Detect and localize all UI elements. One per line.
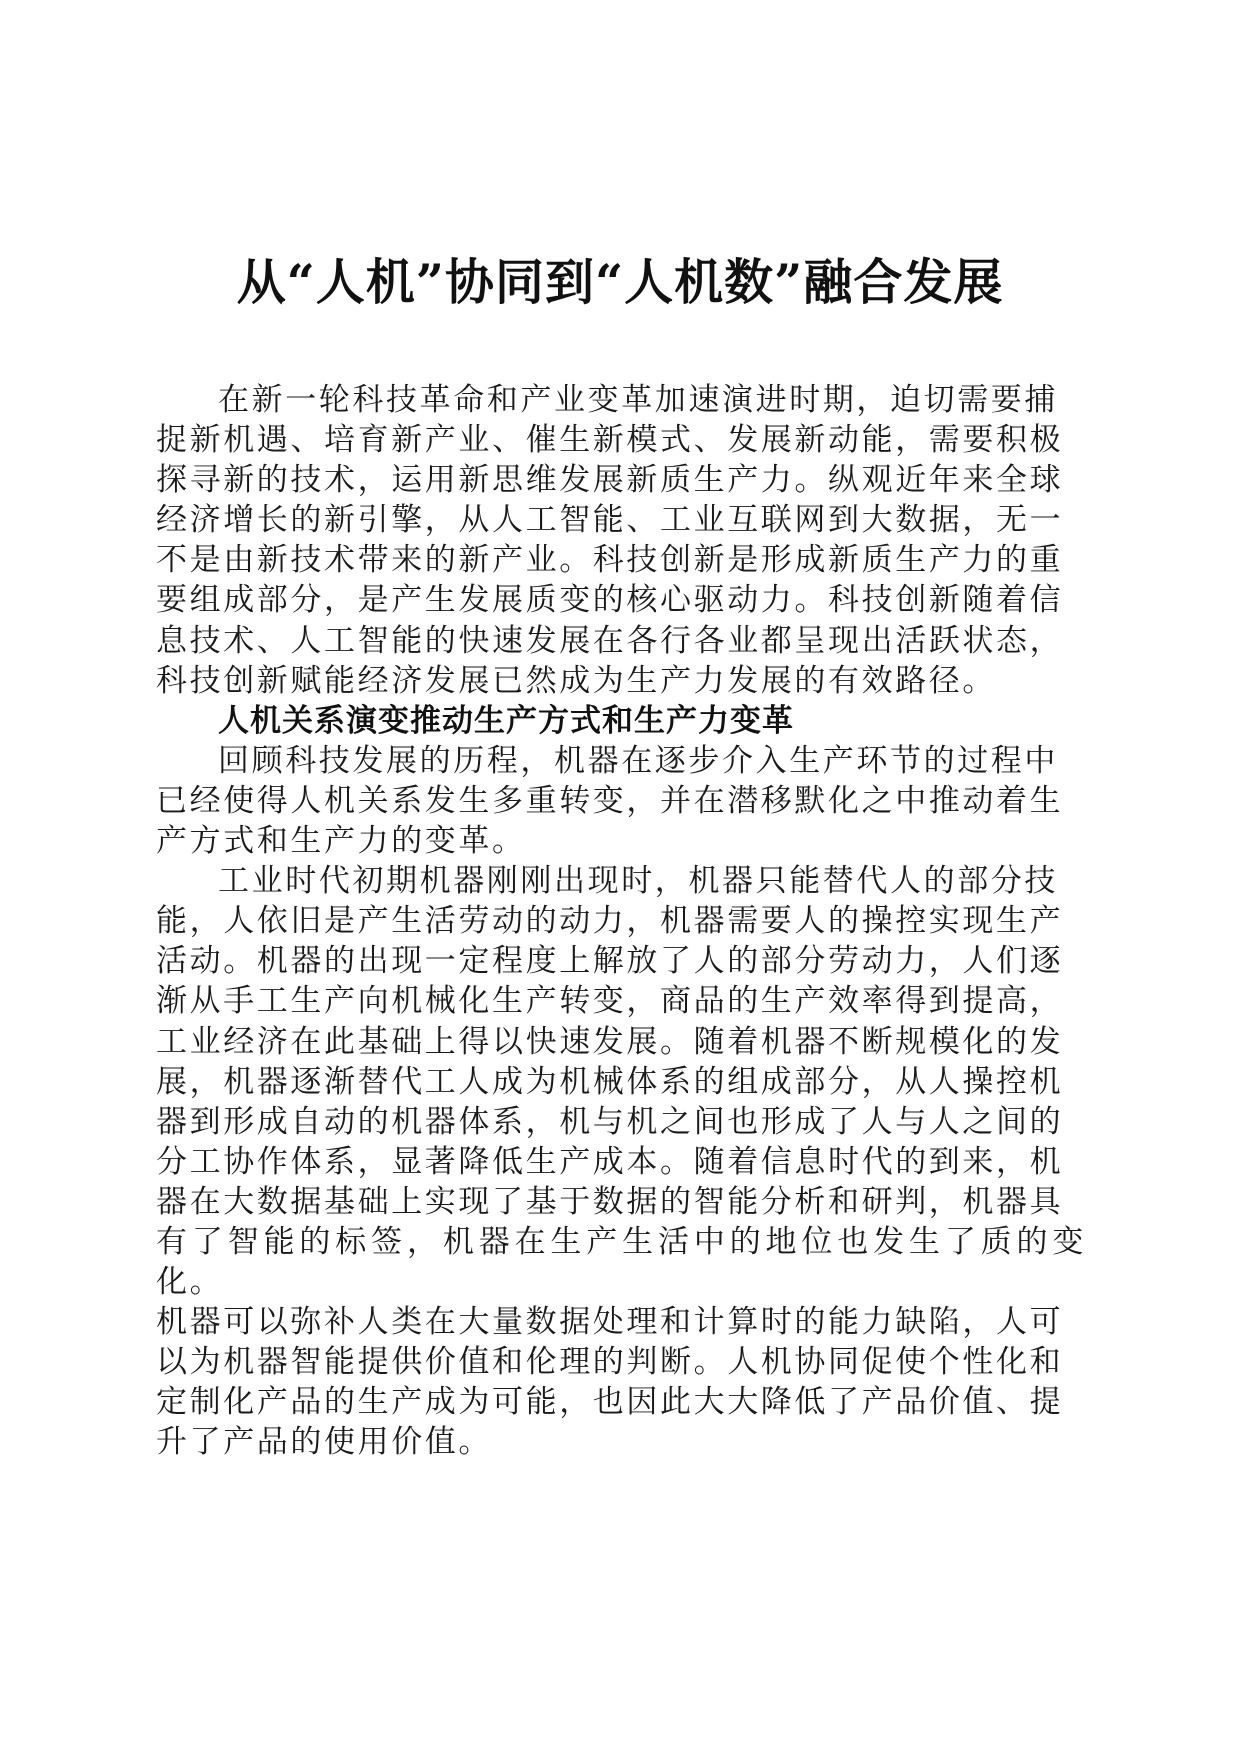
paragraph-industrial-era: 工业时代初期机器刚刚出现时，机器只能替代人的部分技 能，人依旧是产生活劳动的动力，机器需要人的操控实现生产 活动。机器的出现一定程度上解放了人的部分劳动力，人们逐 渐从手工生产向机械化生产转变，商品的生产效率得到提高， 工业经济在此基础上得以快速发展。随着机器不断规模化的发 展，机器逐渐替代工人成为机械体系的组成部分，从人操控机 器到形成自动的机器体系，机与机之间也形成了人与人之间的 分工协作体系，显著降低生产成本。随着信息时代的到来，机 器在大数据基础上实现了基于数据的智能分析和研判，机器具 有了智能的标签，机器在生产生活中的地位也发生了质的变化。 机器可以弥补人类在大量数据处理和计算时的能力缺陷，人可 以为机器智能提供价值和伦理的判断。人机协同促使个性化和 定制化产品的生产成为可能，也因此大大降低了产品价值、提 升了产品的使用价值。: [156, 863, 1086, 1461]
section-heading: 人机关系演变推动生产方式和生产力变革: [218, 702, 794, 739]
page-title: 从“人机”协同到“人机数”融合发展: [236, 253, 1004, 311]
paragraph-history: 回顾科技发展的历程，机器在逐步介入生产环节的过程中 已经使得人机关系发生多重转变，并在潜移默化之中推动着生 产方式和生产力的变革。: [156, 742, 1064, 860]
paragraph-intro: 在新一轮科技革命和产业变革加速演进时期，迫切需要捕 捉新机遇、培育新产业、催生新模式、发展新动能，需要积极 探寻新的技术，运用新思维发展新质生产力。纵观近年来全球 经济增长的新引擎，从人工智能、工业互联网到大数据，无一 不是由新技术带来的新产业。科技创新是形成新质生产力的重 要组成部分，是产生发展质变的核心驱动力。科技创新随着信 息技术、人工智能的快速发展在各行各业都呈现出活跃状态， 科技创新赋能经济发展已然成为生产力发展的有效路径。: [156, 382, 1064, 699]
article-body: [156, 380, 1086, 1463]
